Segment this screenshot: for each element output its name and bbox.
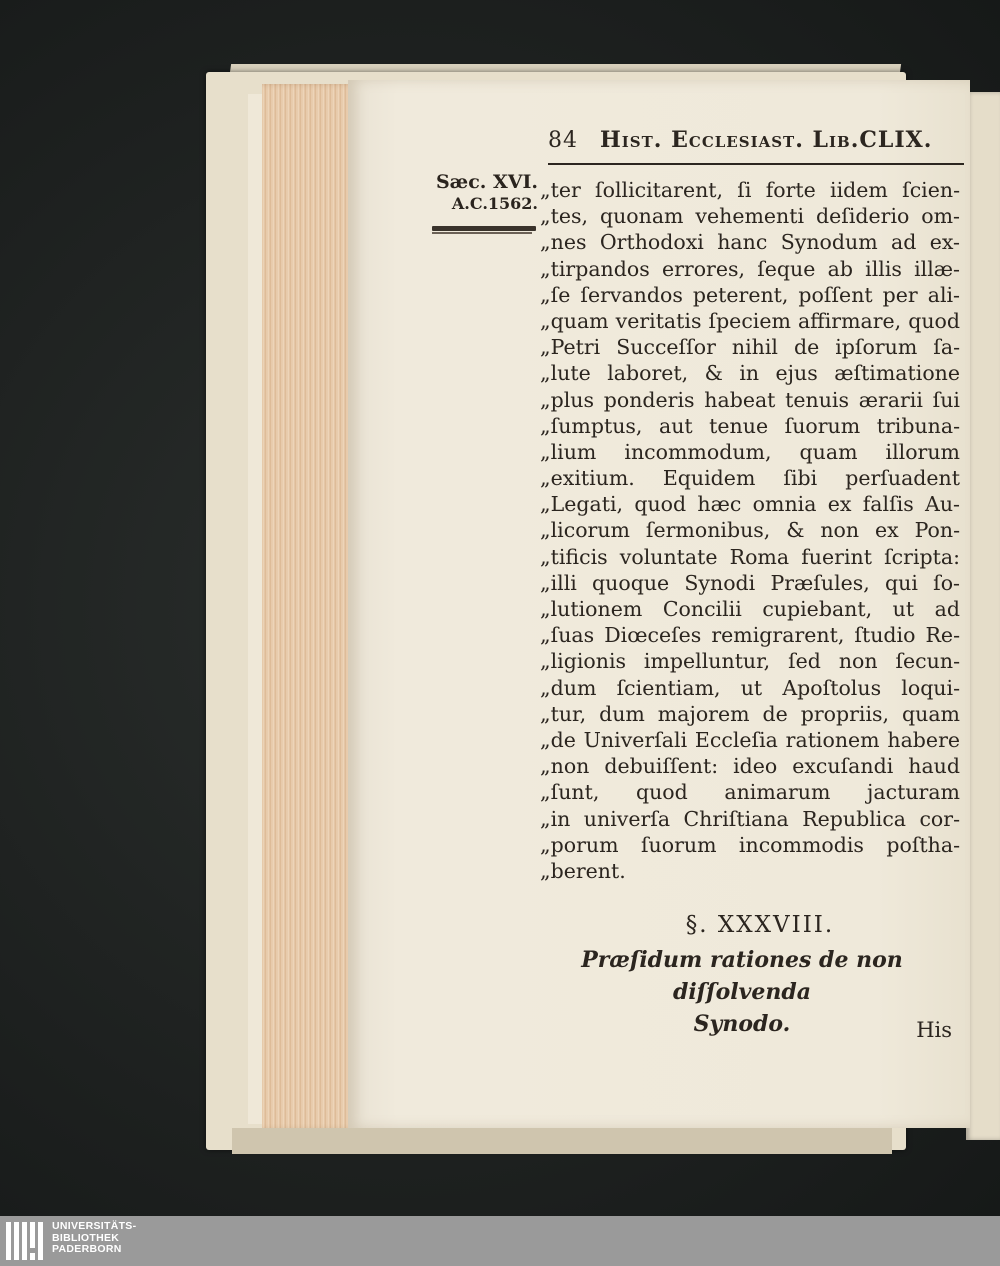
text-line: „licorum ſermonibus, & non ex Pon-: [540, 518, 960, 543]
facing-page-edge: [966, 92, 1000, 1140]
text-line: „ſunt, quod animarum jacturam: [540, 780, 960, 805]
section-number: §. XXXVIII.: [685, 912, 835, 938]
text-line: „lute laboret, & in ejus æſtimatione: [540, 361, 960, 386]
text-line: „tur, dum majorem de propriis, quam: [540, 701, 960, 726]
text-line: „exitium. Equidem ſibi perſuadent: [540, 466, 960, 491]
text-line: „non debuiſſent: ideo excuſandi haud: [540, 754, 960, 779]
section-title: [530, 944, 954, 1040]
text-line: „dum ſcientiam, ut Apoſtolus loqui-: [540, 675, 960, 700]
running-header: [548, 127, 966, 163]
logo-line2: BIBLIOTHEK: [52, 1231, 120, 1244]
body-text: [540, 177, 960, 884]
book-bottom-board: [232, 1128, 892, 1154]
text-line: „lium incommodum, quam illorum: [540, 439, 960, 464]
header-rule: [548, 163, 964, 165]
text-line: „illi quoque Synodi Præſules, qui ſo-: [540, 570, 960, 595]
margin-note-century: Sæc. XVI.: [435, 171, 538, 193]
margin-note: [426, 172, 538, 214]
text-line: „Petri Succeſſor nihil de ipſorum ſa-: [540, 335, 960, 360]
library-logo-text: [52, 1221, 136, 1256]
running-title: Hist. Ecclesiast. Lib.CLIX.: [600, 127, 933, 153]
text-line: „tificis voluntate Roma fuerint ſcripta:: [540, 544, 960, 569]
page-number: 84: [548, 128, 578, 153]
text-line: „ſuas Diœceſes remigrarent, ſtudio Re-: [540, 623, 960, 648]
text-line: „tes, quonam vehementi deſiderio om-: [540, 204, 960, 229]
text-line: „lutionem Concilii cupiebant, ut ad: [540, 597, 960, 621]
text-line: „berent.: [540, 858, 626, 883]
logo-line3: PADERBORN: [52, 1243, 122, 1255]
text-line: „tirpandos errores, ſeque ab illis illæ-: [540, 256, 960, 281]
text-line: „plus ponderis habeat tenuis ærarii ſui: [540, 387, 960, 412]
catchword: His: [916, 1018, 952, 1042]
text-line: „ſe ſervandos peterent, poſſent per ali-: [540, 282, 960, 307]
text-line: „quam veritatis ſpeciem affirmare, quod: [540, 308, 960, 333]
text-line: „nes Orthodoxi hanc Synodum ad ex-: [540, 230, 960, 255]
text-line: „in univerſa Chriſtiana Republica cor-: [540, 806, 960, 831]
margin-rule-thin: [432, 232, 532, 234]
text-line: „de Univerſali Eccleſia rationem habere: [540, 727, 960, 752]
section-title-line2: Synodo.: [693, 1011, 791, 1037]
text-line: „ter ſollicitarent, ſi forte iidem ſcien-: [540, 178, 960, 202]
text-line: „Legati, quod hæc omnia ex falſis Au-: [540, 492, 960, 517]
margin-note-year: A.C.1562.: [451, 194, 538, 213]
library-footer: [0, 1216, 1000, 1266]
margin-rule: [432, 226, 536, 231]
library-logo-icon: [6, 1222, 46, 1260]
text-line: „ſumptus, aut tenue ſuorum tribuna-: [540, 413, 960, 438]
section-title-line1: Præſidum rationes de non diſſolvenda: [581, 947, 903, 1005]
text-line: „ligionis impelluntur, ſed non ſecun-: [540, 649, 960, 674]
logo-line1: UNIVERSITÄTS-: [52, 1220, 137, 1232]
text-line: „porum ſuorum incommodis poſtha-: [540, 832, 960, 857]
